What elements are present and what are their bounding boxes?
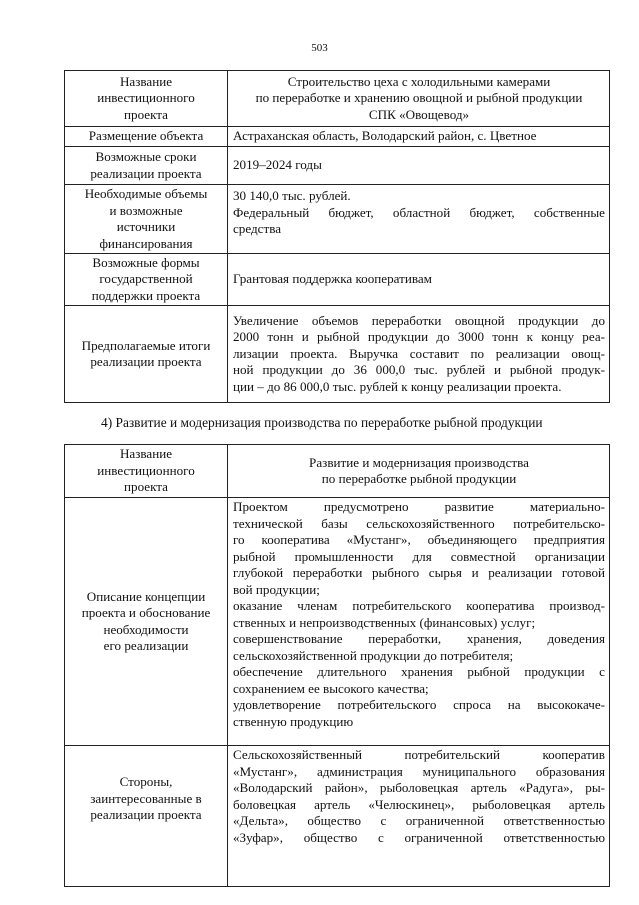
value-line: СПК «Овощевод» [368, 106, 470, 122]
label-line: проекта и обоснование [81, 605, 211, 620]
results-value [228, 306, 610, 403]
location-label [65, 127, 228, 147]
value-line: совершенствование переработки, хранения, доведения [233, 631, 605, 646]
value-line: 2019–2024 годы [233, 157, 322, 173]
value-line: Увеличение объемов переработки овощной продукции до [233, 312, 605, 328]
value-line: «Зуфар», общество с ограниченной ответственностью [233, 829, 605, 845]
label-line: Описание концепции [86, 588, 206, 604]
value-line: глубокой переработки рыбного сырья и реализации готовой [233, 565, 605, 580]
label-line: Необходимые объемы [84, 186, 208, 201]
value-line: оказание членам потребительского кооператива производ- [233, 598, 605, 613]
label-line: поддержки проекта [91, 287, 201, 303]
table-row [65, 254, 610, 306]
value-line: по переработке рыбной продукции [321, 471, 517, 486]
funding-value [228, 185, 610, 254]
project-title-value [228, 445, 610, 498]
value-line: технической базы сельскохозяйственного потребительско- [233, 515, 605, 531]
label-line: Размещение объекта [88, 128, 204, 144]
concept-label [65, 498, 228, 746]
value-line: обеспечение длительного хранения рыбной продукции с [233, 664, 605, 679]
table-row [65, 445, 610, 498]
table-row [65, 306, 610, 403]
label-line: реализации проекта [90, 807, 202, 822]
value-line: сохранением ее высокого качества; [233, 680, 429, 696]
value-line: ственную продукцию [233, 713, 354, 729]
table-row [65, 71, 610, 127]
table-row [65, 746, 610, 887]
value-line: «Дельта», общество с ограниченной ответственностью [233, 813, 605, 828]
section-heading: 4) Развитие и модернизация производства по переработке рыбной продукции [101, 415, 543, 430]
investment-project-table-2 [64, 444, 610, 887]
value-line: ной продукции до 36 000,0 тыс. рублей и рыбной продук- [233, 362, 605, 378]
project-title-label [65, 445, 228, 498]
label-line: финансирования [99, 235, 193, 251]
concept-value [228, 498, 610, 746]
label-line: проекта [124, 106, 168, 122]
value-line: вой продукции; [233, 581, 320, 597]
label-line: реализации проекта [90, 354, 202, 369]
value-line: «Мустанг», администрация муниципального образования [233, 763, 605, 779]
project-title-label [65, 71, 228, 127]
label-line: его реализации [103, 638, 189, 653]
timing-label [65, 147, 228, 185]
value-line: Строительство цеха с холодильными камерами [287, 73, 551, 89]
table-row [65, 127, 610, 147]
label-line: Возможные формы [92, 254, 200, 270]
value-line: боловецкая артель «Челюскинец», рыболовецкая артель [233, 796, 605, 812]
value-line: Проектом предусмотрено развитие материально- [233, 499, 605, 514]
label-line: реализации проекта [90, 165, 202, 181]
location-value [228, 127, 610, 147]
value-line: ции – до 86 000,0 тыс. рублей к концу реализации проекта. [233, 378, 562, 394]
support-value [228, 254, 610, 306]
label-line: Предполагаемые итоги [81, 337, 211, 353]
value-line: Грантовая поддержка кооперативам [233, 271, 432, 287]
table-row [65, 185, 610, 254]
label-line: Возможные сроки [95, 149, 197, 164]
label-line: инвестиционного [97, 90, 195, 106]
value-line: го кооператива «Мустанг», объединяющего предприятия [233, 532, 605, 547]
label-line: государственной [99, 271, 193, 287]
parties-value [228, 746, 610, 887]
timing-value [228, 147, 610, 185]
value-line: ственных и непроизводственных (финансовых) услуг; [233, 614, 536, 630]
value-line: 30 140,0 тыс. рублей. [233, 188, 351, 203]
value-line: лизации проекта. Выручка составит по реализации овощ- [233, 345, 605, 361]
value-line: 2000 тонн и рыбной продукции до 3000 тонн к концу реа- [233, 329, 605, 345]
value-line: средства [233, 221, 282, 236]
label-line: заинтересованные в [90, 790, 202, 806]
value-line: рыбной промышленности для совместной организации [233, 548, 605, 564]
investment-project-table-1 [64, 70, 610, 403]
page-number: 503 [311, 42, 328, 54]
label-line: источники [116, 219, 176, 234]
support-label [65, 254, 228, 306]
value-line: Развитие и модернизация производства [309, 454, 529, 470]
value-line: «Володарский район», рыболовецкая артель «Радуга», ры- [233, 780, 605, 795]
label-line: инвестиционного [97, 462, 195, 478]
label-line: Стороны, [119, 774, 173, 789]
funding-label [65, 185, 228, 254]
label-line: и возможные [109, 202, 183, 218]
value-line: по переработке и хранению овощной и рыбной продукции [255, 90, 583, 106]
table-row [65, 147, 610, 185]
value-line: удовлетворение потребительского спроса на высококаче- [233, 697, 605, 712]
label-line: Название [119, 446, 173, 462]
label-line: необходимости [103, 621, 189, 637]
value-line: сельскохозяйственной продукции до потребителя; [233, 647, 514, 663]
parties-label [65, 746, 228, 887]
label-line: проекта [124, 479, 168, 495]
table-row [65, 498, 610, 746]
results-label [65, 306, 228, 403]
value-line: Федеральный бюджет, областной бюджет, собственные [233, 204, 605, 220]
label-line: Название [119, 73, 173, 89]
project-title-value [228, 71, 610, 127]
value-line: Астраханская область, Володарский район, с. Цветное [233, 128, 537, 144]
value-line: Сельскохозяйственный потребительский кооператив [233, 747, 605, 762]
